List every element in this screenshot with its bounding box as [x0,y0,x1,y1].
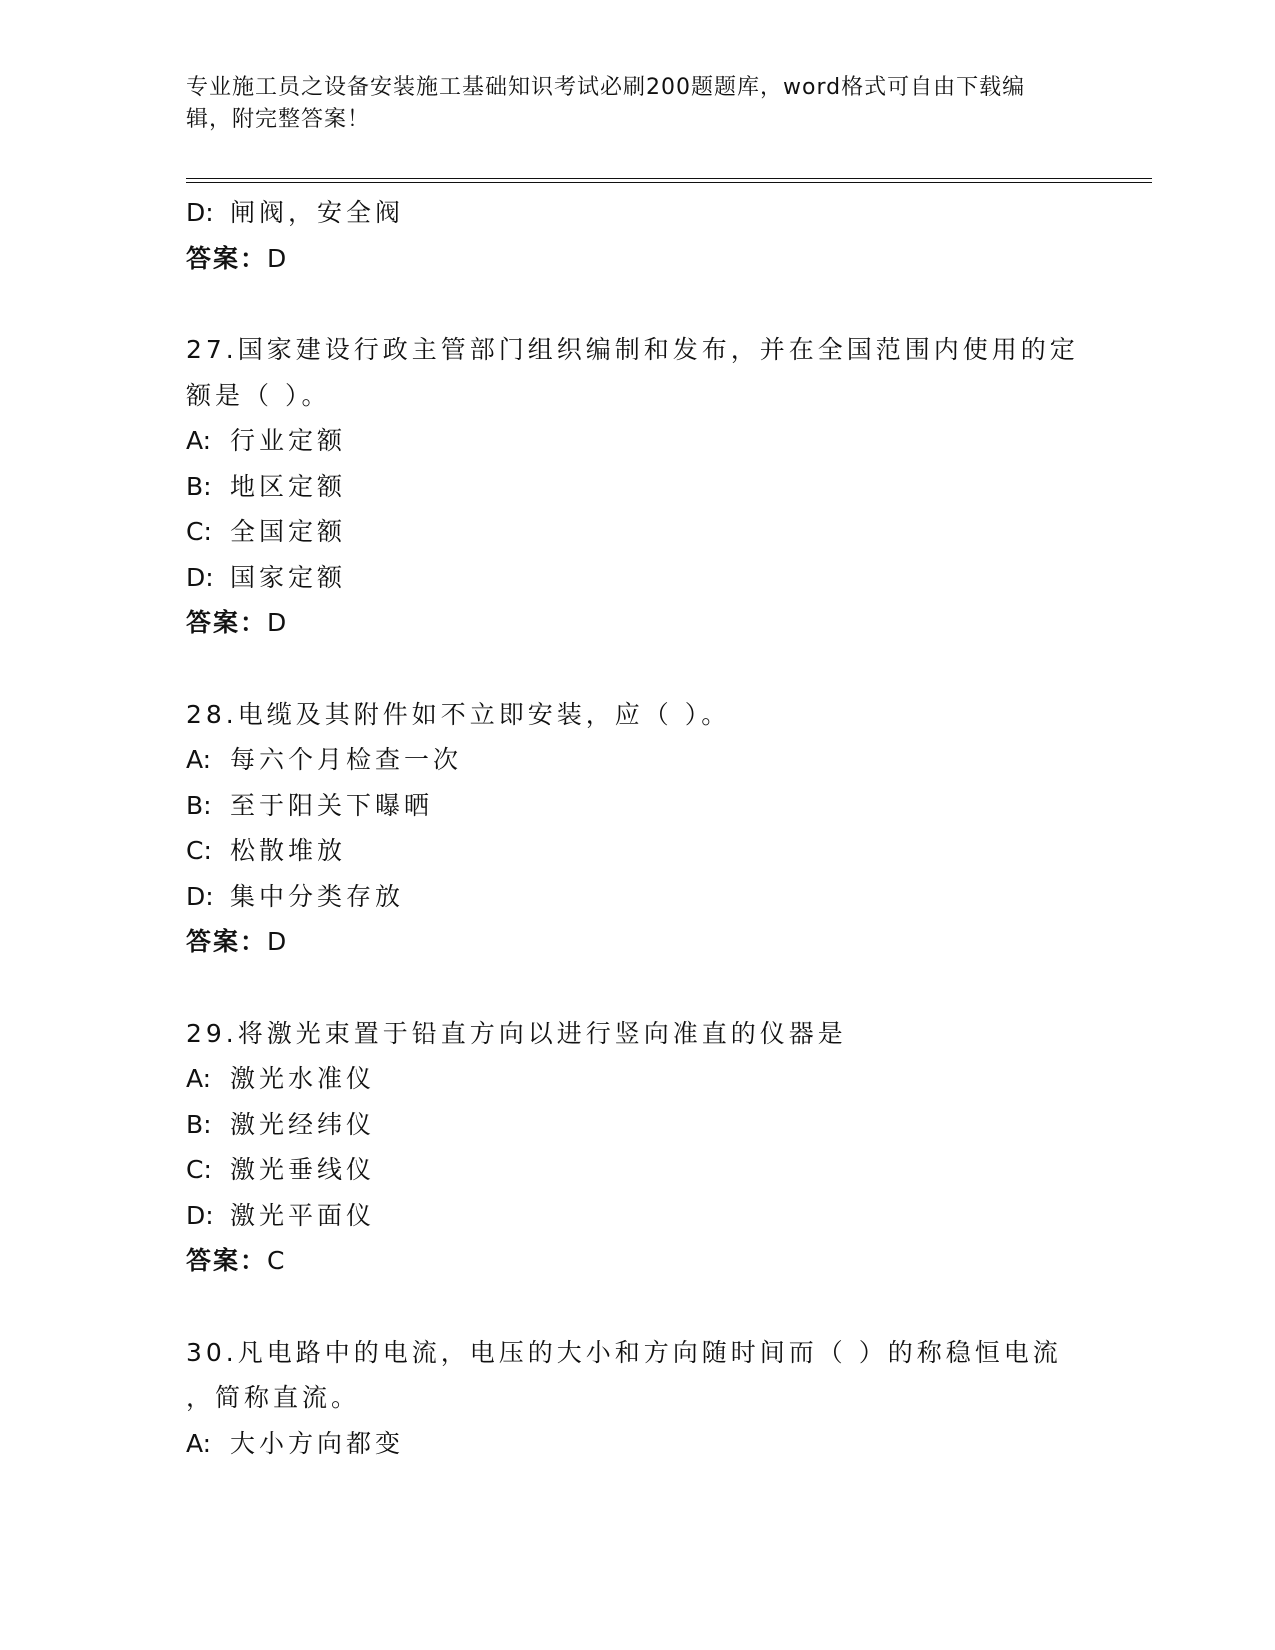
option-text: 松散堆放 [230,836,347,865]
option-a [186,1421,1076,1467]
question-stem: 28.电缆及其附件如不立即安装，应（ ）。 [186,699,731,729]
option-c [186,509,1076,555]
option-label: A: [186,1064,212,1093]
option-b [186,1102,1076,1148]
page-header-title: 专业施工员之设备安装施工基础知识考试必刷200题题库，word格式可自由下载编辑，附完整答案！ [186,75,1026,132]
answer-label: 答案： [186,927,268,956]
option-label: D: [186,1200,214,1230]
answer-value: D [267,608,287,637]
answer-line [186,600,1076,646]
option-text: 激光水准仪 [230,1064,376,1093]
option-d [186,555,1076,601]
option-label: A: [186,426,212,455]
spacer [186,1284,1076,1330]
answer-label: 答案： [186,1246,268,1275]
question-stem: 29.将激光束置于铅直方向以进行竖向准直的仪器是 [186,1018,847,1048]
option-a [186,737,1076,783]
option-text: 闸阀，安全阀 [230,198,405,227]
option-d [186,190,1076,236]
option-label: D: [186,881,214,911]
question-stem-continuation: ，简称直流。 [186,1383,361,1412]
answer-value: D [267,927,287,956]
option-label: A: [186,1428,212,1458]
option-text: 行业定额 [230,426,347,455]
answer-label: 答案： [186,243,268,273]
option-text: 激光垂线仪 [230,1155,376,1184]
option-label: B: [186,1109,212,1139]
option-label: C: [186,517,212,546]
option-c [186,1147,1076,1193]
option-b [186,783,1076,829]
answer-line [186,919,1076,965]
option-label: D: [186,562,214,592]
option-text: 激光经纬仪 [230,1109,376,1139]
option-text: 每六个月检查一次 [230,745,463,774]
option-label: C: [186,836,212,865]
option-text: 国家定额 [230,562,347,592]
answer-line [186,1238,1076,1284]
answer-value: C [267,1246,285,1275]
option-a [186,1056,1076,1102]
option-a [186,418,1076,464]
option-label: B: [186,790,212,820]
spacer [186,281,1076,327]
option-label: C: [186,1155,212,1184]
option-text: 激光平面仪 [230,1200,376,1230]
spacer [186,646,1076,692]
answer-label: 答案： [186,608,268,637]
option-text: 大小方向都变 [230,1428,405,1458]
answer-line [186,236,1076,282]
option-d [186,1193,1076,1239]
spacer [186,965,1076,1011]
header-divider [186,178,1152,183]
question-stem: 27.国家建设行政主管部门组织编制和发布，并在全国范围内使用的定 [186,335,1079,364]
option-b [186,464,1076,510]
question-stem: 30.凡电路中的电流，电压的大小和方向随时间而（ ）的称稳恒电流 [186,1337,1062,1367]
question-stem-continuation: 额是（ ）。 [186,380,331,410]
option-text: 至于阳关下曝晒 [230,790,434,820]
option-label: A: [186,745,212,774]
option-c [186,828,1076,874]
question-list [186,190,1079,1466]
option-label: B: [186,471,212,501]
option-text: 地区定额 [230,471,347,501]
option-text: 集中分类存放 [230,881,405,911]
option-label: D: [186,198,214,227]
option-d [186,874,1076,920]
option-text: 全国定额 [230,517,347,546]
answer-value: D [267,243,287,273]
